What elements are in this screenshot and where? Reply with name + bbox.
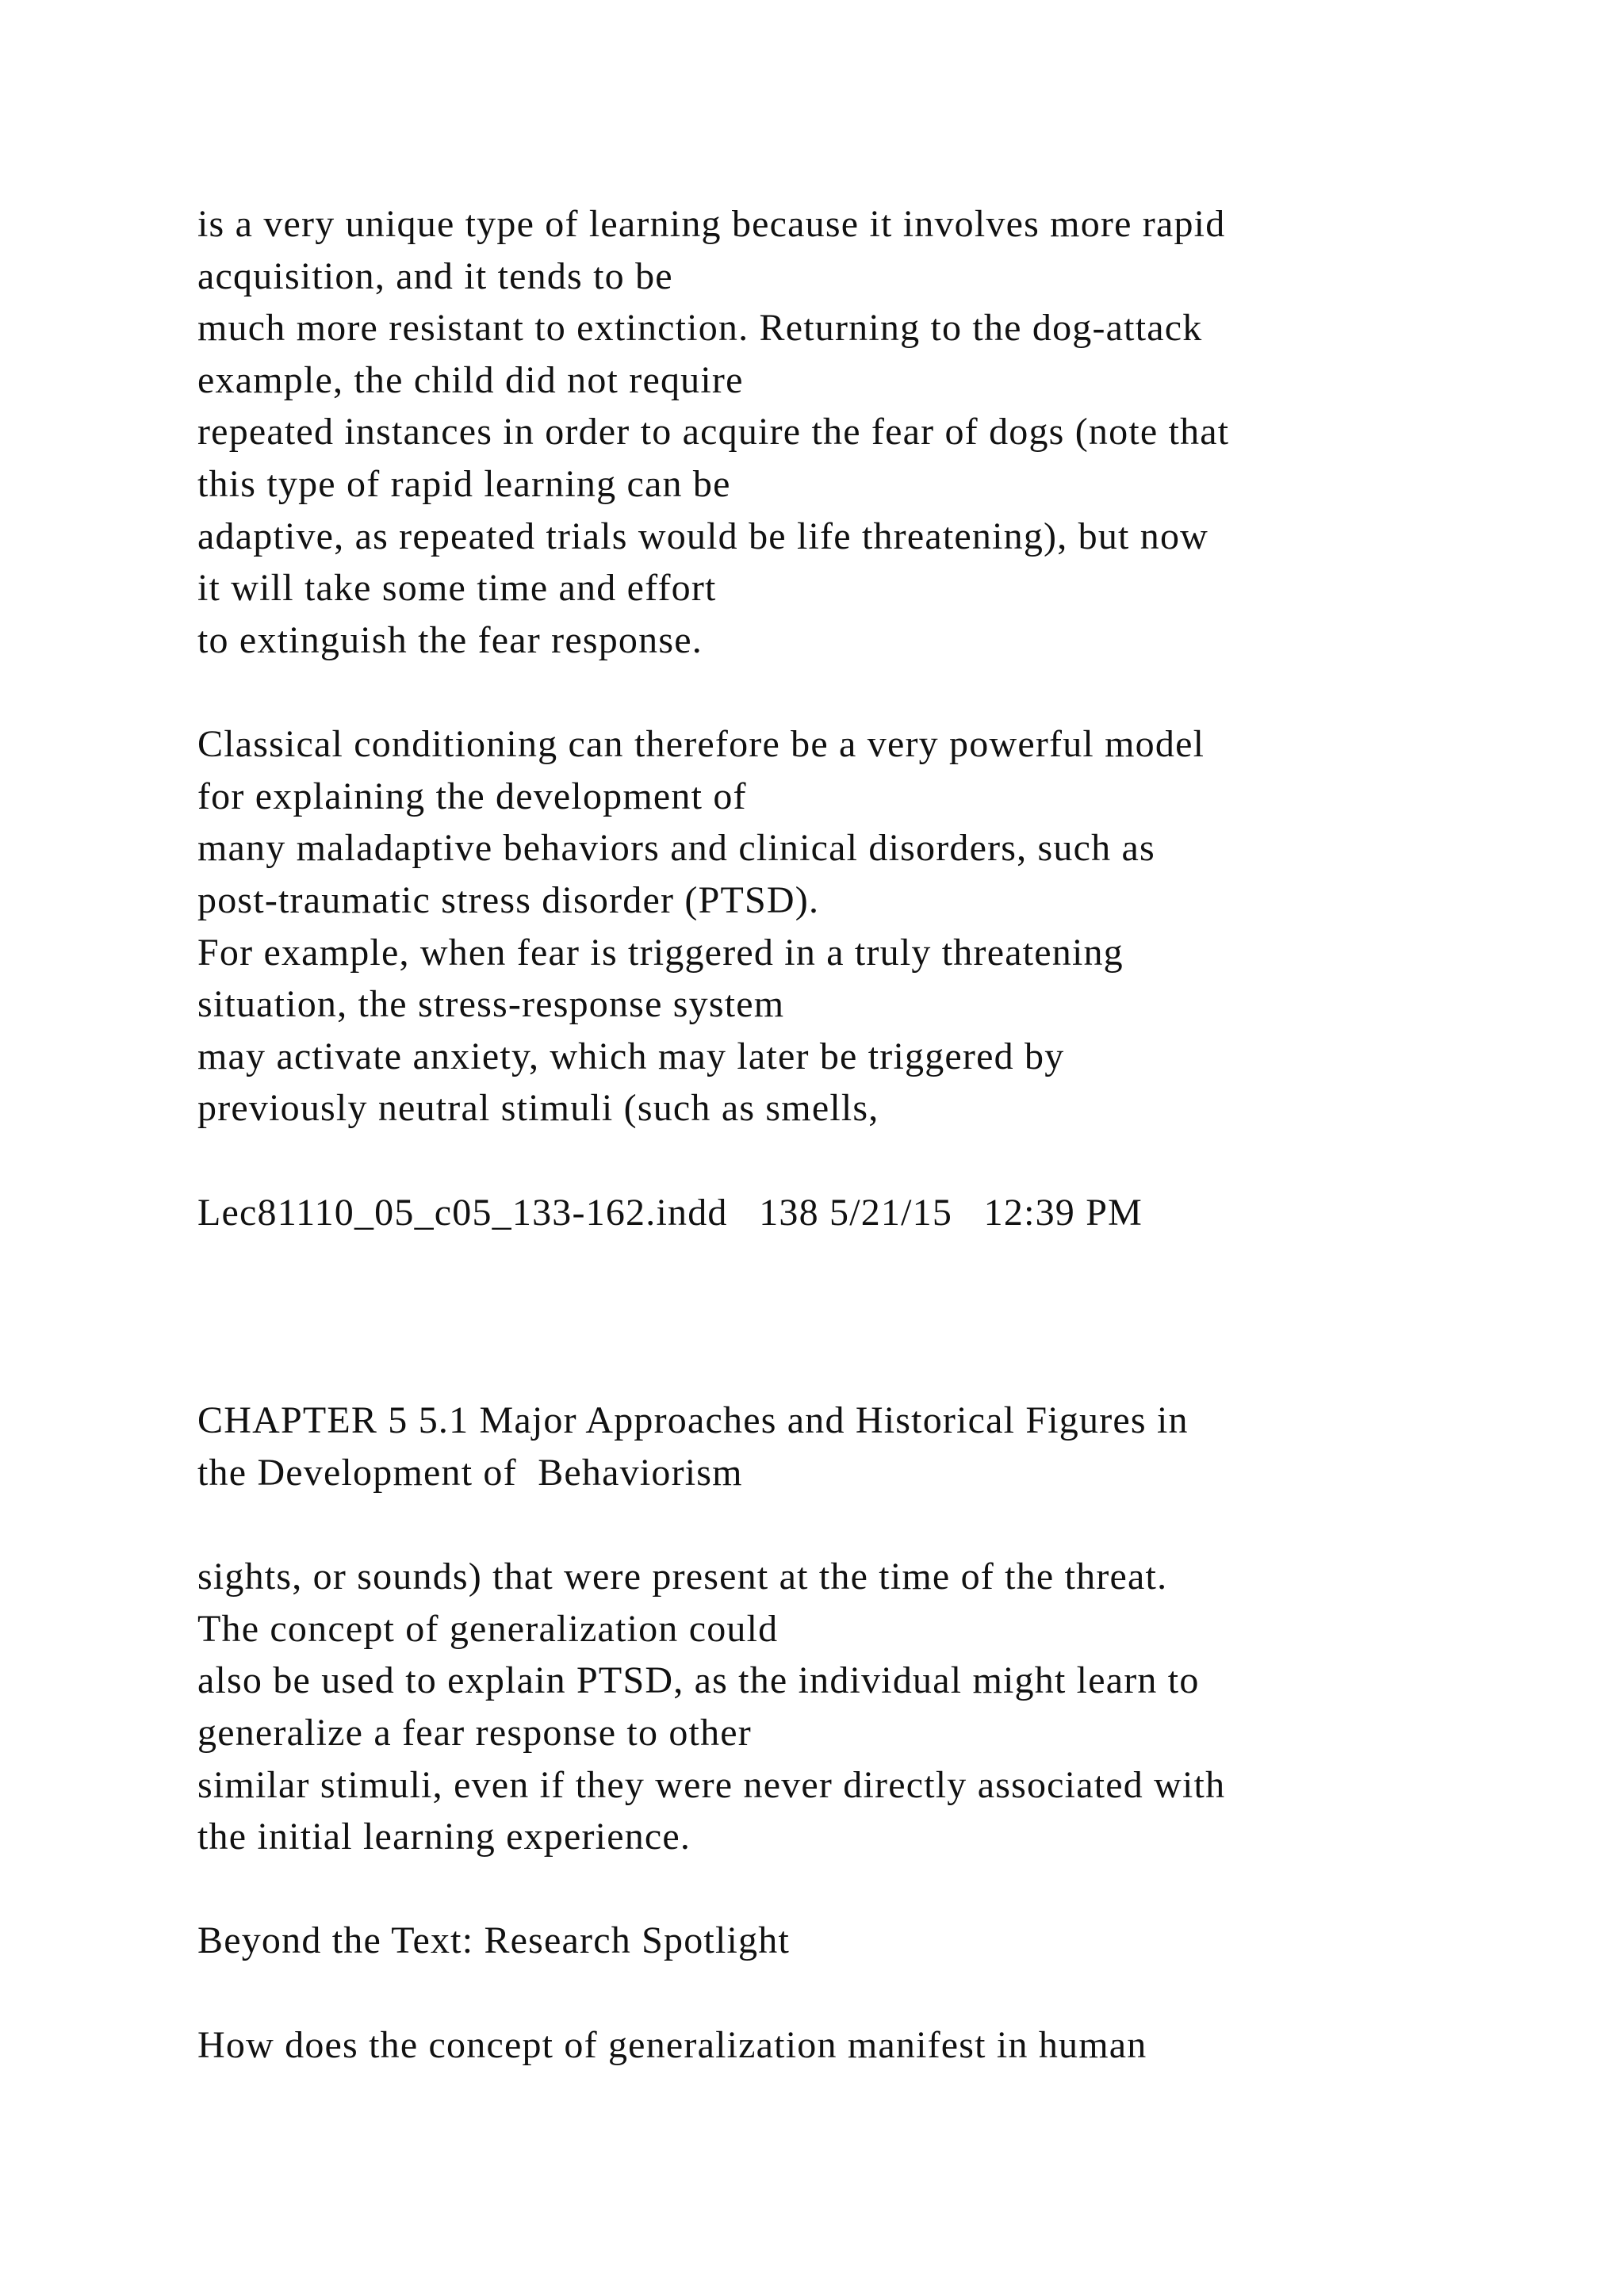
text-line: Classical conditioning can therefore be a very powerful model <box>197 723 1205 765</box>
text-line: The concept of generalization could <box>197 1608 779 1650</box>
text-line: repeated instances in order to acquire the fear of dogs (note that <box>197 411 1230 453</box>
section-heading: Beyond the Text: Research Spotlight <box>197 1919 790 1961</box>
text-line: example, the child did not require <box>197 359 744 401</box>
text-line: the initial learning experience. <box>197 1816 691 1858</box>
text-line: this type of rapid learning can be <box>197 463 731 505</box>
text-line: situation, the stress-response system <box>197 983 785 1025</box>
text-line: also be used to explain PTSD, as the individual might learn to <box>197 1659 1200 1701</box>
chapter-header: CHAPTER 5 5.1 Major Approaches and Historical Figures in <box>197 1399 1189 1441</box>
text-line: sights, or sounds) that were present at the time of the threat. <box>197 1556 1168 1598</box>
text-line: adaptive, as repeated trials would be life threatening), but now <box>197 515 1209 557</box>
text-line: is a very unique type of learning because it involves more rapid <box>197 203 1226 245</box>
text-line: For example, when fear is triggered in a truly threatening <box>197 932 1124 974</box>
file-footer: Lec81110_05_c05_133-162.indd 138 5/21/15 12:39 PM <box>197 1192 1143 1234</box>
text-line: many maladaptive behaviors and clinical disorders, such as <box>197 827 1155 869</box>
text-line: similar stimuli, even if they were never directly associated with <box>197 1764 1226 1806</box>
text-line: it will take some time and effort <box>197 567 717 609</box>
text-line: How does the concept of generalization manifest in human <box>197 2024 1147 2066</box>
text-line: acquisition, and it tends to be <box>197 255 673 297</box>
text-line: much more resistant to extinction. Returning to the dog-attack <box>197 307 1203 349</box>
text-line: generalize a fear response to other <box>197 1712 752 1754</box>
text-line: for explaining the development of <box>197 775 747 817</box>
chapter-header: the Development of Behaviorism <box>197 1452 743 1494</box>
text-line: previously neutral stimuli (such as smells, <box>197 1087 879 1129</box>
text-line: post-traumatic stress disorder (PTSD). <box>197 879 820 921</box>
text-line: to extinguish the fear response. <box>197 619 703 661</box>
text-line: may activate anxiety, which may later be triggered by <box>197 1035 1065 1077</box>
